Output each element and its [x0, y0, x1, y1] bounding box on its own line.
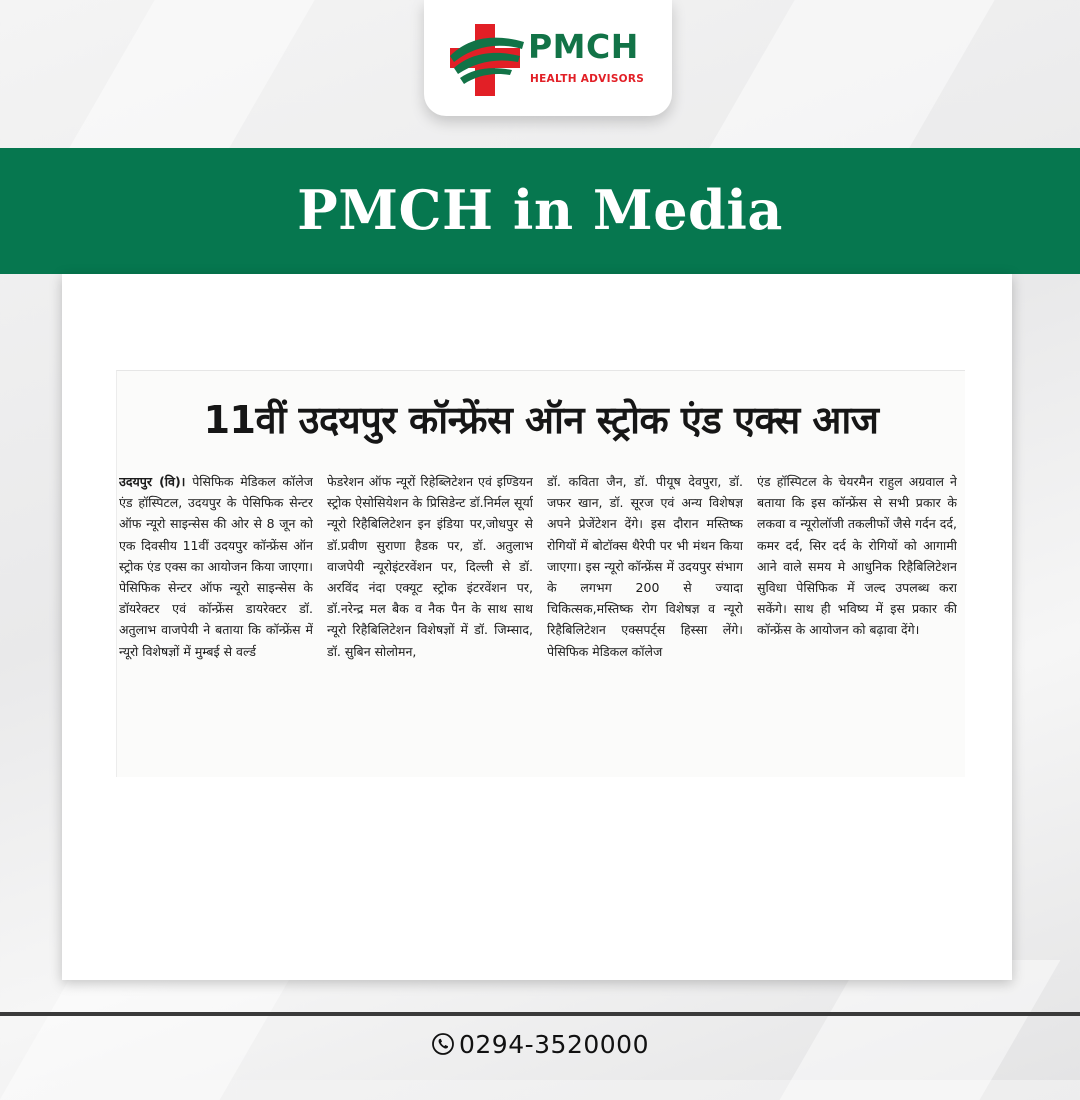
article-column: फेडरेशन ऑफ न्यूरों रिहेब्लिटेशन एवं इण्डियन स्ट्रोक ऐसोसियेशन के प्रिसिडेन्ट डॉ.निर्मल सूर्या न्यूरो रिहैबिलिटेशन इन इंडिया पर,जोधपुर से डॉ.प्रवीण सुराणा हैडक पर, डॉ. अतुलाभ वाजपेयी न्यूरोइंटरवेंशन पर, दिल्ली से डॉ. अरविंद नंदा एक्यूट स्ट्रोक इंटरवेंशन पर, डॉ.नरेन्द्र मल बैक व नैक पैन के साथ साथ न्यूरो रिहैबिलिटेशन विशेषज्ञों में डॉ. जिम्साद, डॉ. सुबिन सोलोमन,: [327, 474, 533, 659]
clipping-card: [62, 274, 1012, 980]
article-column: [119, 471, 313, 761]
brand-logo-card: [424, 0, 672, 116]
footer-contact: [0, 1030, 1080, 1059]
brand-tagline: HEALTH ADVISORS: [530, 73, 645, 85]
background-stripe: [62, 0, 337, 160]
article-column-text: पेसिफिक मेडिकल कॉलेज एंड हॉस्पिटल, उदयपुर के पेसिफिक सेन्टर ऑफ न्यूरो साइन्सेस की ओर से 8 जून को एक दिवसीय 11वीं उदयपुर कॉन्फ्रेंस ऑन स्ट्रोक एंड एक्स का आयोजन किया जाएगा। पेसिफिक सेन्टर ऑफ न्यूरो साइन्सेस के डॉयरेक्टर एवं कॉन्फ्रेंस डायरेक्टर डॉ. अतुलाभ वाजपेयी ने बताया कि कॉन्फ्रेंस में न्यूरो विशेषज्ञों में मुम्बई से वर्ल्ड: [119, 474, 313, 659]
footer-divider: [0, 1012, 1080, 1016]
article-column: डॉ. कविता जैन, डॉ. पीयूष देवपुरा, डॉ. जफर खान, डॉ. सूरज एवं अन्य विशेषज्ञ अपने प्रेजेंटेशन देंगे। इस दौरान मस्तिष्क रोगियों में बोटॉक्स थैरेपी पर भी मंथन किया जाएगा। इस न्यूरो कॉन्फ्रेंस में उदयपुर संभाग के लगभग 200 से ज्यादा चिकित्सक,मस्तिष्क रोग विशेषज्ञ व न्यूरो रिहैबिलिटेशन एक्सपर्ट्स हिस्सा लेंगे। पेसिफिक मेडिकल कॉलेज: [547, 474, 743, 659]
phone-icon: [431, 1032, 455, 1056]
newspaper-clipping: [116, 370, 965, 777]
title-banner: [0, 148, 1080, 274]
medical-cross-icon: [446, 22, 526, 98]
phone-number[interactable]: 0294-3520000: [459, 1030, 649, 1059]
article-headline: 11वीं उदयपुर कॉन्फ्रेंस ऑन स्ट्रोक एंड एक्स आज: [203, 398, 879, 442]
page-title: PMCH in Media: [297, 178, 783, 242]
article-dateline: उदयपुर (वि)।: [119, 474, 186, 489]
article-column: एंड हॉस्पिटल के चेयरमैन राहुल अग्रवाल ने बताया कि इस कॉन्फ्रेंस से सभी प्रकार के लकवा व न्यूरोलॉजी तकलीफों जैसे गर्दन दर्द, कमर दर्द, सिर दर्द के रोगियों को आगामी आने वाले समय मे आधुनिक रिहैबिलिटेशन सुविधा पेसिफिक में जल्द उपलब्ध करा सकेंगे। साथ ही भविष्य में इस प्रकार की कॉन्फ्रेंस के आयोजन को बढ़ावा देंगे।: [757, 474, 957, 638]
brand-name: PMCH: [528, 27, 639, 66]
background-stripe: [702, 0, 1017, 160]
